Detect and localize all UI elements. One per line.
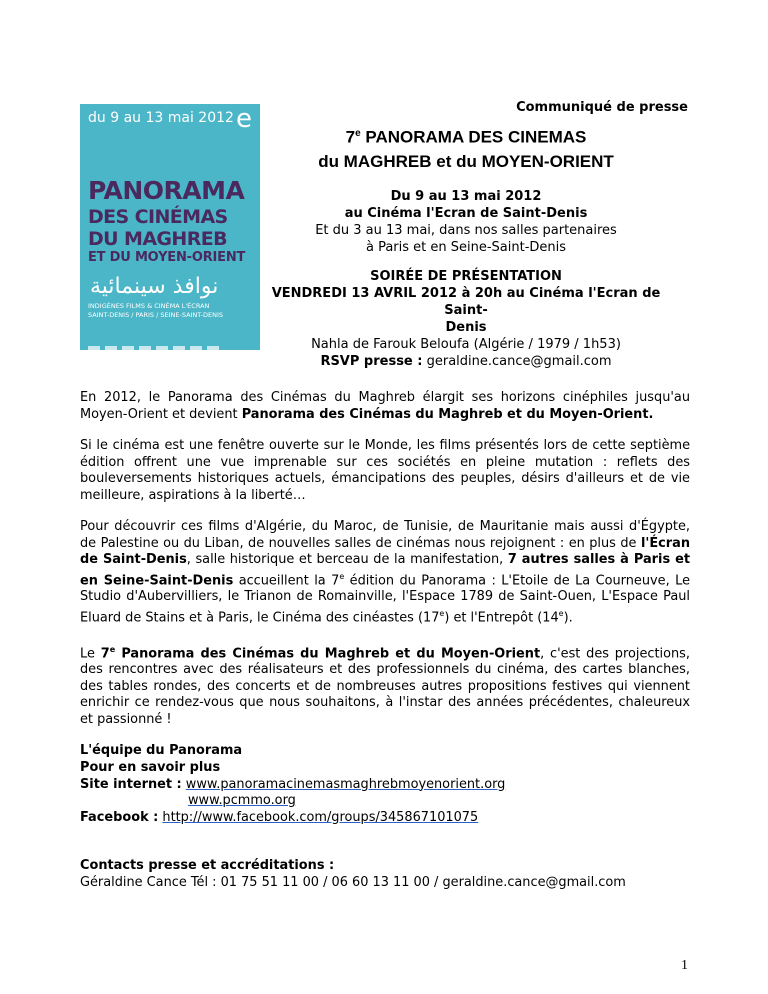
headline-title: 7e PANORAMA DES CINEMAS du MAGHREB et du MOYEN-ORIENT: [318, 127, 614, 171]
poster-sponsor-logos: [88, 336, 252, 344]
presentation-evening: SOIRÉE DE PRÉSENTATION VENDREDI 13 AVRIL 2012 à 20h au Cinéma l'Ecran de Saint- Denis Nahla de Farouk Beloufa (Algérie / 1979 / 1h53) RSVP presse : geraldine.cance@gmail.com: [271, 268, 661, 369]
site-link-2[interactable]: www.pcmmo.org: [188, 793, 296, 808]
festival-dates: Du 9 au 13 mai 2012 au Cinéma l'Ecran de Saint-Denis Et du 3 au 13 mai, dans nos salles partenaires à Paris et en Seine-Saint-Denis: [315, 188, 617, 255]
more-info-heading: Pour en savoir plus: [80, 760, 221, 775]
more-info-section: Pour en savoir plus Site internet : www.panoramacinemasmaghrebmoyenorient.org www.pcmmo.org Facebook : http://www.facebook.com/groups/345867101075: [80, 760, 690, 826]
poster-arabic-calligraphy: نوافذ سينمائية: [90, 274, 219, 299]
press-contacts-section: [80, 858, 690, 891]
poster-title-3: DU MAGHREB: [88, 228, 228, 250]
poster-edition-mark: e: [236, 104, 252, 134]
press-contacts-line: Géraldine Cance Tél : 01 75 51 11 00 / 06 60 13 11 00 / geraldine.cance@gmail.com: [80, 874, 626, 890]
paragraph-3: Pour découvrir ces films d'Algérie, du Maroc, de Tunisie, de Mauritanie mais aussi d'Égypte, de Palestine ou du Liban, de nouvelles salles de cinémas nous rejoignent : en plus de l'Écran de Saint-Denis, salle historique et berceau de la manifestation, 7 autres salles à Paris et en Seine-Saint-Denis accueillent la 7e édition du Panorama : L'Etoile de La Courneuve, Le Studio d'Aubervilliers, le Trianon de Romainville, l'Espace 1789 de Saint-Ouen, L'Espace Paul Eluard de Stains et à Paris, le Cinéma des cinéastes (17e) et l'Entrepôt (14e).: [80, 519, 691, 626]
facebook-link[interactable]: http://www.facebook.com/groups/345867101075: [162, 809, 479, 825]
site-link-1[interactable]: www.panoramacinemasmaghrebmoyenorient.org: [185, 776, 506, 792]
paragraph-1: En 2012, le Panorama des Cinémas du Maghreb élargit ses horizons cinéphiles jusqu'au Moyen-Orient et devient Panorama des Cinémas du Maghreb et du Moyen-Orient.: [80, 390, 690, 422]
paragraph-2: Si le cinéma est une fenêtre ouverte sur le Monde, les films présentés lors de cette septième édition offrent une vue imprenable sur ces sociétés en pleine mutation : reflets des bouleversements historiques actuels, émancipations des peuples, désirs d'ailleurs et de vie meilleure, aspirations à la liberté…: [80, 438, 690, 503]
poster-title-4: ET DU MOYEN-ORIENT: [88, 250, 246, 265]
poster-date: du 9 au 13 mai 2012: [88, 110, 234, 126]
festival-poster: [80, 104, 260, 350]
headline-block: [270, 122, 662, 370]
signature: L'équipe du Panorama: [80, 743, 243, 759]
rsvp-email: geraldine.cance@gmail.com: [426, 353, 612, 369]
poster-credits-line-2: SAINT-DENIS / PARIS / SEINE-SAINT-DENIS: [88, 311, 224, 319]
poster-credits: [88, 302, 223, 320]
page-number: 1: [681, 958, 688, 973]
press-release-label: Communiqué de presse: [516, 100, 688, 115]
poster-title-1: PANORAMA: [88, 176, 245, 205]
poster-title-2: DES CINÉMAS: [88, 206, 228, 228]
poster-credits-line-1: INDIGÈNES FILMS & CINÉMA L'ÉCRAN: [88, 302, 210, 310]
paragraph-4: Le 7e Panorama des Cinémas du Maghreb et du Moyen-Orient, c'est des projections, des rencontres avec des réalisateurs et des professionnels du cinéma, des cartes blanches, des tables rondes, des concerts et de nombreuses autres propositions festives qui viennent enrichir ce rendez-vous que nous souhaitons, à l'instar des années précédentes, chaleureux et passionné !: [80, 644, 691, 727]
body-text: [80, 390, 690, 775]
press-contacts-heading: Contacts presse et accréditations :: [80, 858, 335, 873]
